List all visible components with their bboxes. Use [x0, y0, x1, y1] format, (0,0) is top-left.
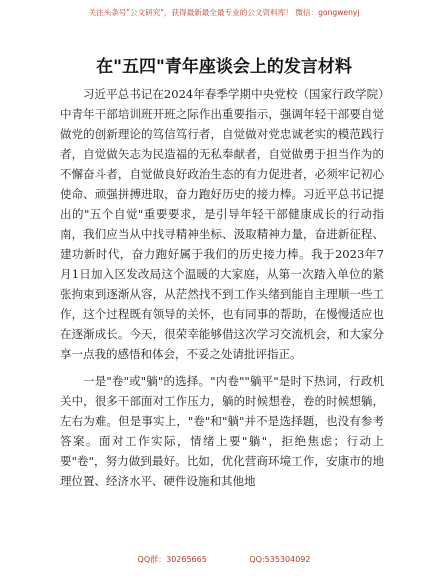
document-body — [60, 84, 384, 498]
header-banner: 关注头条号"公文研究"，获得最新最全最专业的公文资料库！ 微信：gongwenyj — [88, 8, 360, 17]
body-paragraph: 习近平总书记在2024年春季学期中央党校（国家行政学院）中青年干部培训班开班之际作出重要指示，强调年轻干部要自觉做党的创新理论的笃信笃行者，自觉做对党忠诚老实的模范践行者，自觉做矢志为民造福的无私奉献者，自觉做勇于担当作为的不懈奋斗者，自觉做良好政治生态的有力促进者，必须牢记初心使命、顽强拼搏进取，奋力跑好历史的接力棒。习近平总书记提出的"五个自觉"重要要求，是引导年轻干部健康成长的行动指南，我们应当从中找寻精神坐标、汲取精神力量，奋进新征程、建功新时代，奋力跑好属于我们的历史接力棒。我于2023年7月1日加入区发改局这个温暖的大家庭，从第一次踏入单位的紧张拘束到逐渐从容，从茫然找不到工作头绪到能自主理顺一些工作，这个过程既有领导的关怀，也有同事的帮助，在慢慢适应也在逐渐成长。今天，很荣幸能够借这次学习交流机会，和大家分享一点我的感悟和体会，不妥之处请批评指正。 — [60, 87, 384, 361]
body-paragraph: 一是"卷"或"躺"的选择。"内卷""躺平"是时下热词，行政机关中，很多干部面对工作压力，躺的时候想卷，卷的时候想躺，左右为难。但是事实上，"卷"和"躺"并不是选择题，也没有参考答案。面对工作实际，情绪上要"躺"，拒绝焦虑；行动上要"卷"，努力做到最好。比如，优化营商环境工作，安康市的地理位置、经济水平、硬件设施和其他地 — [60, 374, 384, 488]
document-title: 在"五四"青年座谈会上的发言材料 — [96, 57, 352, 77]
footer — [10, 554, 438, 566]
footer-qq-group: QQ群：30265665 — [137, 555, 207, 564]
footer-qq: QQ:535304092 — [249, 555, 311, 564]
